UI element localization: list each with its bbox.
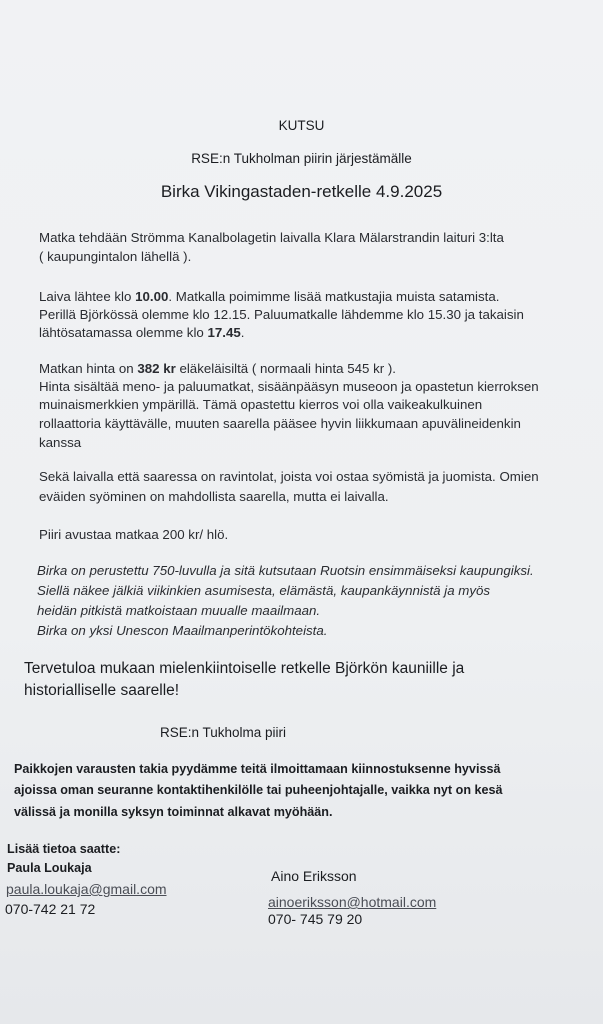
departure-time: 10.00 [135, 289, 169, 304]
paragraph-2-line-3 [39, 324, 245, 341]
paragraph-3-line-1 [39, 360, 396, 377]
paragraph-2-line-1 [39, 288, 499, 305]
paragraph-3-line-2: Hinta sisältää meno- ja paluumatkat, sisäänpääsyn museoon ja opastetun kierroksen [39, 379, 539, 394]
welcome-line-2: historialliselle saarelle! [24, 682, 180, 699]
paragraph-1-line-1: Matka tehdään Strömma Kanalbolagetin laivalla Klara Mälarstrandin laituri 3:lta [39, 230, 504, 245]
contacts-heading: Lisää tietoa saatte: [7, 842, 121, 856]
paragraph-2-line-2: Perillä Björkössä olemme klo 12.15. Paluumatkalle lähdemme klo 15.30 ja takaisin [39, 307, 524, 322]
price-post: eläkeläisiltä ( normaali hinta 545 kr ). [175, 361, 397, 376]
paragraph-3-line-3: muinaismerkkien ympärillä. Tämä opastettu kierros voi olla vaikeakulkuinen [39, 397, 483, 412]
contact-1-phone: 070-742 21 72 [5, 901, 96, 917]
contact-2-name: Aino Eriksson [271, 868, 357, 884]
request-line-1: Paikkojen varausten takia pyydämme teitä ilmoittamaan kiinnostuksenne hyvissä [14, 762, 501, 776]
paragraph-1-line-2: ( kaupungintalon lähellä ). [39, 249, 192, 264]
contact-1-name: Paula Loukaja [7, 861, 92, 875]
request-line-3: välissä ja monilla syksyn toiminnat alkavat myöhään. [14, 805, 333, 819]
return-time: 17.45 [207, 325, 241, 340]
departure-pre: Laiva lähtee klo [39, 289, 136, 304]
paragraph-4-line-1: Sekä laivalla että saaressa on ravintolat, joista voi ostaa syömistä ja juomista. Omien [39, 469, 539, 484]
departure-post: . Matkalla poimimme lisää matkustajia muista satamista. [168, 289, 500, 304]
trip-title: Birka Vikingastaden-retkelle 4.9.2025 [160, 182, 443, 201]
welcome-line-1: Tervetuloa mukaan mielenkiintoiselle retkelle Björkön kauniille ja [24, 660, 465, 677]
signature-line: RSE:n Tukholma piiri [160, 725, 287, 740]
price-pre: Matkan hinta on [39, 361, 138, 376]
request-line-2: ajoissa oman seuranne kontaktihenkilölle tai puheenjohtajalle, vaikka nyt on kesä [14, 783, 503, 797]
heading-kutsu: KUTSU [278, 118, 325, 133]
subsidy-line: Piiri avustaa matkaa 200 kr/ hlö. [39, 527, 229, 542]
contact-2-phone: 070- 745 79 20 [268, 911, 363, 927]
contact-1-email[interactable]: paula.loukaja@gmail.com [6, 881, 167, 897]
birka-info-line-1: Birka on perustettu 750-luvulla ja sitä kutsutaan Ruotsin ensimmäiseksi kaupungiksi. [37, 563, 534, 578]
birka-info-line-3: heidän pitkistä matkoistaan muualle maailmaan. [37, 603, 321, 618]
birka-info-line-2: Siellä näkee jälkiä viikinkien asumisesta, elämästä, kaupankäynnistä ja myös [37, 583, 491, 598]
paragraph-3-line-4: rollaattoria käyttävälle, muuten saarella pääsee hyvin liikkumaan apuvälineidenkin [39, 416, 521, 431]
price-value: 382 kr [137, 361, 176, 376]
organizer-line: RSE:n Tukholman piirin järjestämälle [191, 151, 412, 166]
paragraph-4-line-2: eväiden syöminen on mahdollista saarella, mutta ei laivalla. [39, 489, 389, 504]
paragraph-3-line-5: kanssa [39, 435, 82, 450]
birka-info-line-4: Birka on yksi Unescon Maailmanperintökohteista. [37, 623, 328, 638]
contact-2-email[interactable]: ainoeriksson@hotmail.com [268, 894, 437, 910]
return-pre: lähtösatamassa olemme klo [39, 325, 208, 340]
return-post: . [240, 325, 245, 340]
